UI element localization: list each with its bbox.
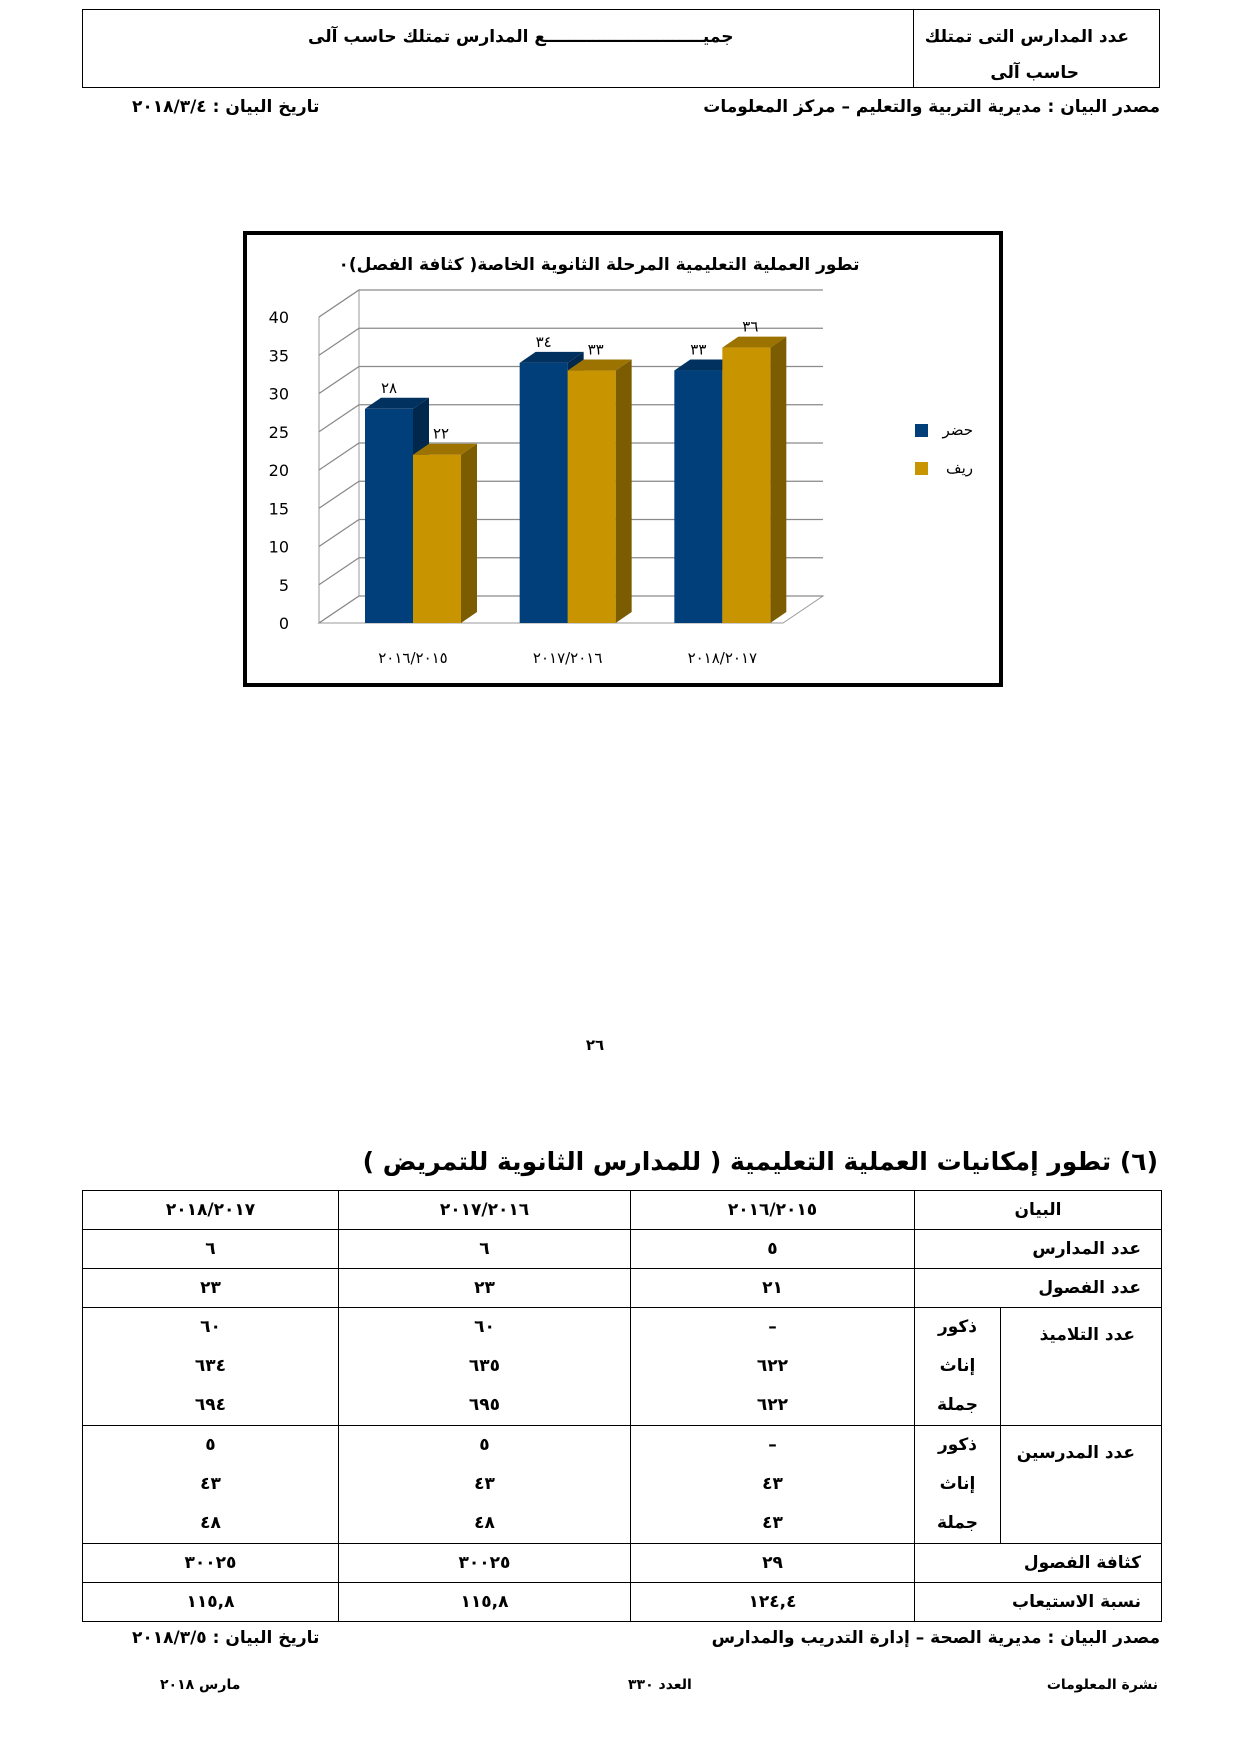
y-axis-ticks <box>269 308 289 633</box>
row-label: عدد الفصول <box>915 1269 1162 1308</box>
table-cell: ٣٠٠٢٥ <box>339 1544 631 1583</box>
table-cell: ٦٠ <box>200 1317 221 1337</box>
x-tick-label: ٢٠١٧/٢٠١٦ <box>532 649 603 667</box>
data-label: ٣٣ <box>690 340 707 359</box>
table-cell: ٢٩ <box>631 1544 915 1583</box>
table-row-students <box>83 1308 1162 1426</box>
row-label-group <box>915 1308 1162 1426</box>
sublabel: ذكور <box>937 1317 978 1337</box>
x-tick-label: ٢٠١٦/٢٠١٥ <box>378 649 448 667</box>
bar <box>413 444 477 623</box>
bar <box>568 360 632 623</box>
table-cell: ٦٩٤ <box>194 1395 227 1415</box>
table-cell: ٦٩٥ <box>468 1395 501 1415</box>
row-label: عدد المدارس <box>915 1230 1162 1269</box>
data-label: ٣٤ <box>535 332 552 351</box>
data-label: ٢٢ <box>432 424 450 443</box>
table-cell-group <box>83 1426 339 1544</box>
table-cell: ٥ <box>205 1435 216 1455</box>
table-cell: ٦ <box>83 1230 339 1269</box>
table-cell: ٦ <box>339 1230 631 1269</box>
header-label-line1: عدد المدارس التى تمتلك <box>924 27 1129 47</box>
row-label: نسبة الاستيعاب <box>915 1583 1162 1622</box>
chart-legend <box>915 421 973 477</box>
footer-issue: العدد ٣٣٠ <box>628 1677 692 1693</box>
row-label: عدد التلاميذ <box>1039 1325 1135 1345</box>
row-label: عدد المدرسين <box>1016 1443 1135 1463</box>
table-cell: ٦٣٥ <box>468 1356 501 1376</box>
sublabels <box>915 1308 1001 1425</box>
data-label: ٣٦ <box>742 317 759 336</box>
bar-chart <box>247 235 999 683</box>
header-value: جميـــــــــــــــــــــــــــع المدارس تمتلك حاسب آلى <box>308 27 734 47</box>
table-cell: ٦٠ <box>474 1317 495 1337</box>
header-value-cell <box>83 10 914 87</box>
chart-title: تطور العملية التعليمية المرحلة الثانوية الخاصة( كثافة الفصل)٠ <box>338 255 860 275</box>
header-label-line2: حاسب آلى <box>990 63 1079 83</box>
y-tick-label: 30 <box>268 384 289 404</box>
footer-publication: نشرة المعلومات <box>1046 1677 1158 1693</box>
table-cell-group <box>339 1308 631 1426</box>
table-row-absorption <box>83 1583 1162 1622</box>
y-tick-label: 35 <box>268 346 289 366</box>
table-cell: ٤٣ <box>200 1474 221 1494</box>
sublabels <box>915 1426 1001 1543</box>
table-cell-group <box>631 1426 915 1544</box>
table-cell: ٥ <box>631 1230 915 1269</box>
table-header-cell: البيان <box>915 1191 1162 1230</box>
sublabel: ذكور <box>937 1435 978 1455</box>
data-label: ٢٨ <box>380 378 398 397</box>
y-tick-label: 5 <box>278 575 289 595</box>
table-cell: ٤٨ <box>474 1513 495 1533</box>
bottom-date: تاريخ البيان : ٢٠١٨/٣/٥ <box>132 1628 320 1648</box>
sublabel: جملة <box>937 1395 978 1415</box>
table-cell: ٢١ <box>631 1269 915 1308</box>
table-cell-group <box>631 1308 915 1426</box>
chart-bars <box>365 318 786 623</box>
table-cell: ٢٣ <box>339 1269 631 1308</box>
table-cell: – <box>768 1317 777 1337</box>
y-tick-label: 20 <box>268 461 289 480</box>
sublabel: إناث <box>939 1474 976 1494</box>
table-cell: ٤٨ <box>200 1513 221 1533</box>
bottom-source: مصدر البيان : مديرية الصحة – إدارة التدريب والمدارس <box>711 1628 1160 1648</box>
header-table <box>82 9 1160 88</box>
table-header-cell: ٢٠١٨/٢٠١٧ <box>83 1191 339 1230</box>
legend-item <box>915 421 973 439</box>
row-label: كثافة الفصول <box>915 1544 1162 1583</box>
table-header-cell: ٢٠١٦/٢٠١٥ <box>631 1191 915 1230</box>
y-tick-label: 25 <box>268 422 289 442</box>
table-cell: – <box>768 1435 777 1455</box>
table-row-teachers <box>83 1426 1162 1544</box>
stats-table <box>82 1190 1162 1622</box>
y-tick-label: 0 <box>278 614 289 633</box>
table-cell: ٤٣ <box>762 1474 783 1494</box>
table-cell-group <box>339 1426 631 1544</box>
table-header-cell: ٢٠١٧/٢٠١٦ <box>339 1191 631 1230</box>
table-cell: ٦٢٢ <box>756 1356 789 1376</box>
table-row-density <box>83 1544 1162 1583</box>
legend-label: ريف <box>946 459 973 477</box>
table-cell: ٥ <box>479 1435 490 1455</box>
table-cell: ١٢٤,٤ <box>631 1583 915 1622</box>
header-label-cell <box>914 10 1159 87</box>
top-source: مصدر البيان : مديرية التربية والتعليم – مركز المعلومات <box>703 97 1160 117</box>
table-header-row <box>83 1191 1162 1230</box>
table-cell: ١١٥,٨ <box>339 1583 631 1622</box>
x-axis-ticks <box>378 649 757 667</box>
table-cell: ١١٥,٨ <box>83 1583 339 1622</box>
page-number: ٢٦ <box>585 1036 605 1054</box>
table-cell-group <box>83 1308 339 1426</box>
footer-date: مارس ٢٠١٨ <box>160 1677 241 1693</box>
x-tick-label: ٢٠١٨/٢٠١٧ <box>687 649 758 667</box>
table-row-schools <box>83 1230 1162 1269</box>
legend-label: حضر <box>942 421 973 439</box>
sublabel: جملة <box>937 1513 978 1533</box>
row-label-group <box>915 1426 1162 1544</box>
table-cell: ٤٣ <box>762 1513 783 1533</box>
data-label: ٣٣ <box>587 340 604 359</box>
table-cell: ٦٣٤ <box>194 1356 227 1376</box>
legend-item <box>915 459 973 477</box>
y-tick-label: 10 <box>268 537 289 557</box>
y-tick-label: 15 <box>268 499 289 519</box>
table-cell: ٤٣ <box>474 1474 495 1494</box>
sublabel: إناث <box>939 1356 976 1376</box>
bar <box>722 337 786 623</box>
table-row-classes <box>83 1269 1162 1308</box>
table-cell: ٣٠٠٢٥ <box>83 1544 339 1583</box>
table-cell: ٦٢٢ <box>756 1395 789 1415</box>
section-title: (٦) تطور إمكانيات العملية التعليمية ( للمدارس الثانوية للتمريض ) <box>362 1147 1158 1176</box>
chart-frame <box>243 231 1003 687</box>
y-tick-label: 40 <box>268 308 289 327</box>
top-date: تاريخ البيان : ٢٠١٨/٣/٤ <box>132 97 320 117</box>
table-cell: ٢٣ <box>83 1269 339 1308</box>
